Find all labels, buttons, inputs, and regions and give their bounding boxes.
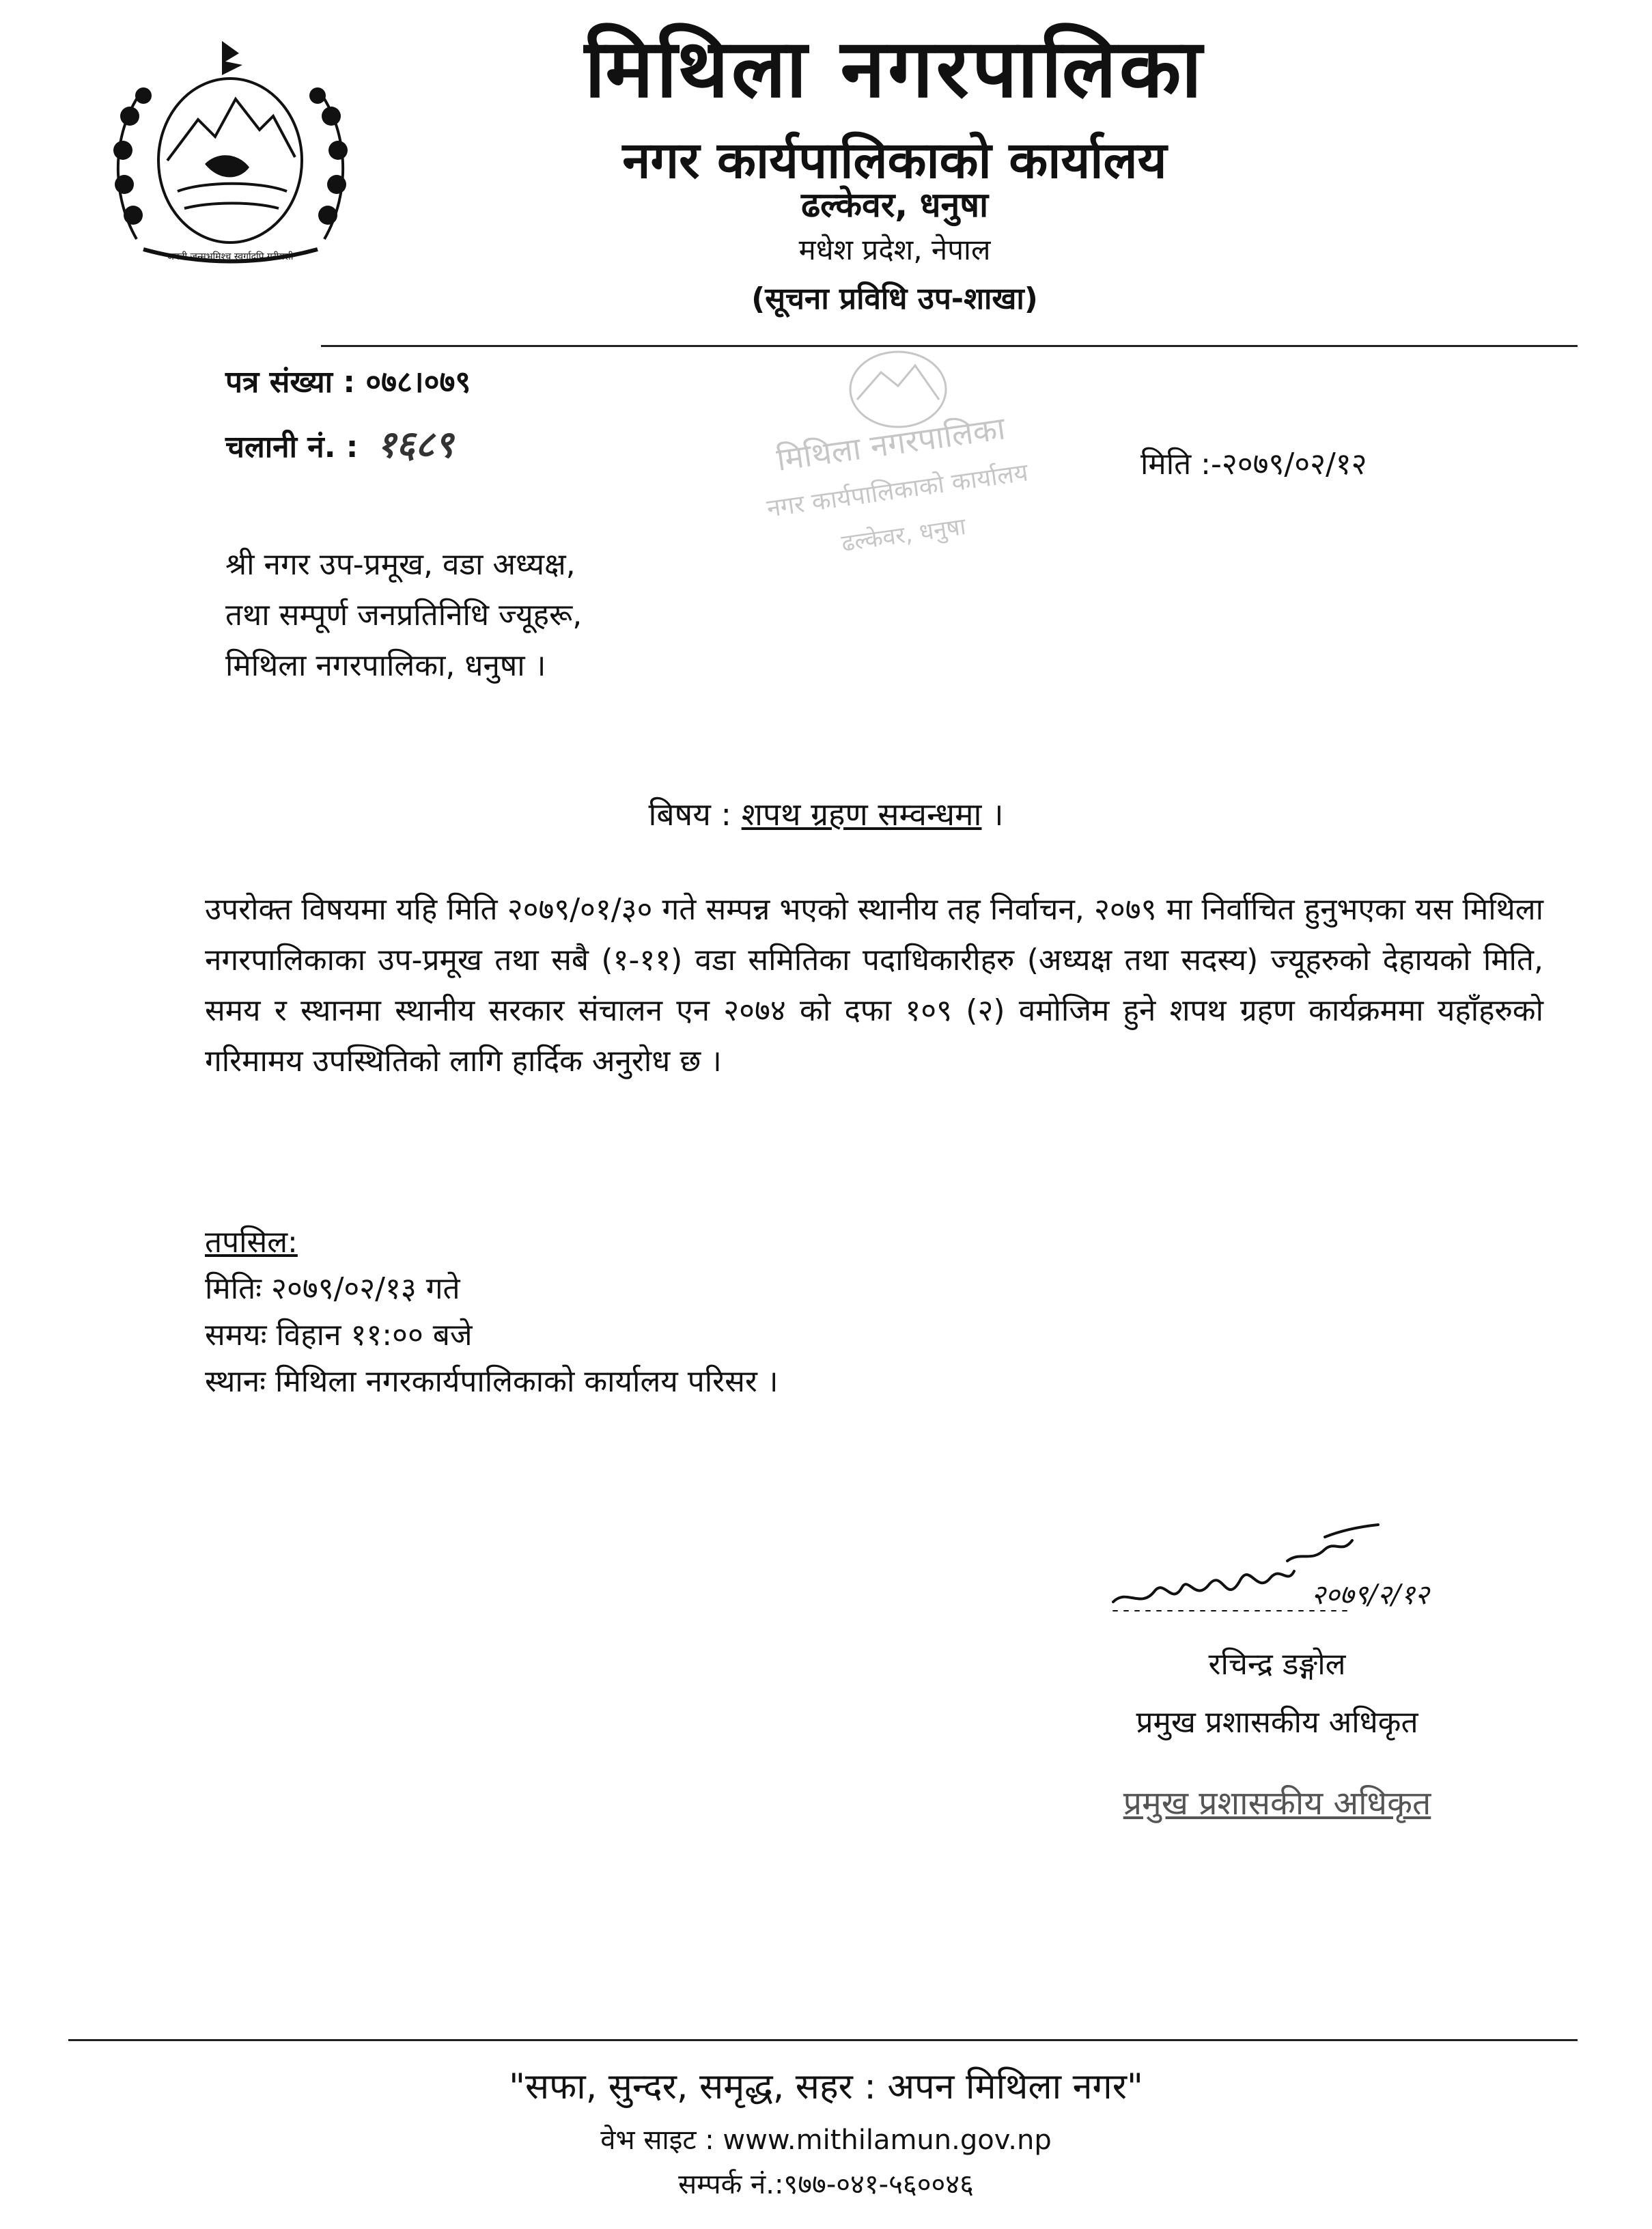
signatory-post: प्रमुख प्रशासकीय अधिकृत (1136, 1705, 1418, 1740)
footer-slogan: "सफा, सुन्दर, समृद्ध, सहर : अपन मिथिला नगर" (509, 2066, 1143, 2107)
subject-text: शपथ ग्रहण सम्वन्धमा (741, 796, 982, 833)
province-line: मधेश प्रदेश, नेपाल (798, 233, 991, 266)
designation-stamp: प्रमुख प्रशासकीय अधिकृत (1123, 1784, 1431, 1823)
nepal-emblem-icon (102, 34, 359, 270)
signatory-name: रचिन्द्र डङ्गोल (1208, 1647, 1346, 1682)
signature-scribble: २०७९/२/१२ (1311, 1579, 1429, 1611)
dispatch-number (225, 424, 453, 468)
office-subtitle: नगर कार्यपालिकाको कार्यालय (622, 131, 1167, 190)
addressee-block (225, 540, 582, 691)
details-block (205, 1219, 779, 1405)
letter-number-value: ०७८।०७९ (365, 365, 471, 400)
footer-website: वेभ साइट : www.mithilamun.gov.np (600, 2124, 1052, 2156)
subject-label: बिषय : (648, 796, 732, 833)
letter-date: मिति :-२०७९/०२/१२ (1140, 447, 1367, 482)
dispatch-number-value: १६८९ (376, 422, 454, 466)
letter-body: उपरोक्त विषयमा यहि मिति २०७९/०१/३० गते सम्पन्न भएको स्थानीय तह निर्वाचन, २०७९ मा निर्वाचित हुनुभएका यस मिथिला नगरपालिकाका उप-प्रमूख तथा सबै (१-११) वडा समितिका पदाधिकारीहरु (अध्यक्ष तथा सदस्य) ज्यूहरुको देहायको मिति, समय र स्थानमा स्थानीय सरकार संचालन एन २०७४ को दफा १०९ (२) वमोजिम हुने शपथ ग्रहण कार्यक्रममा यहाँहरुको गरिमामय उपस्थितिको लागि हार्दिक अनुरोध छ । (205, 892, 1543, 1079)
office-location: ढल्केवर, धनुषा (800, 185, 989, 225)
letter-number-label: पत्र संख्या : (225, 365, 355, 400)
signature (1106, 1523, 1429, 1619)
dispatch-number-label: चलानी नं. : (225, 430, 359, 465)
details-title: तपसिल: (205, 1225, 298, 1260)
footer-divider (68, 2039, 1578, 2041)
seal-line-1: मिथिला नगरपालिका (774, 409, 1008, 478)
addressee-line-2: तथा सम्पूर्ण जनप्रतिनिधि ज्यूहरू, (225, 598, 583, 633)
seal-line-2: नगर कार्यपालिकाको कार्यालय (765, 458, 1030, 523)
addressee-line-1: श्री नगर उप-प्रमूख, वडा अध्यक्ष, (225, 547, 576, 582)
details-time: समयः विहान ११:०० बजे (205, 1318, 473, 1353)
emblem-caption: जननी जन्मभूमिश्च स्वर्गादपि गरीयसी (167, 251, 294, 262)
seal-line-3: ढल्केवर, धनुषा (839, 512, 968, 557)
details-place: स्थानः मिथिला नगरकार्यपालिकाको कार्यालय परिसर । (205, 1364, 779, 1399)
office-seal (755, 345, 1041, 577)
footer-contact: सम्पर्क नं.:९७७-०४१-५६००४६ (678, 2169, 974, 2200)
subject-end: । (992, 796, 1004, 833)
details-date: मितिः २०७९/०२/१३ गते (205, 1271, 460, 1306)
letter-number (225, 362, 471, 403)
subject-line (0, 792, 1652, 836)
addressee-line-3: मिथिला नगरपालिका, धनुषा । (225, 648, 546, 683)
section-name: (सूचना प्रविधि उप-शाखा) (751, 281, 1038, 316)
municipality-title: मिथिला नगरपालिका (584, 20, 1205, 115)
